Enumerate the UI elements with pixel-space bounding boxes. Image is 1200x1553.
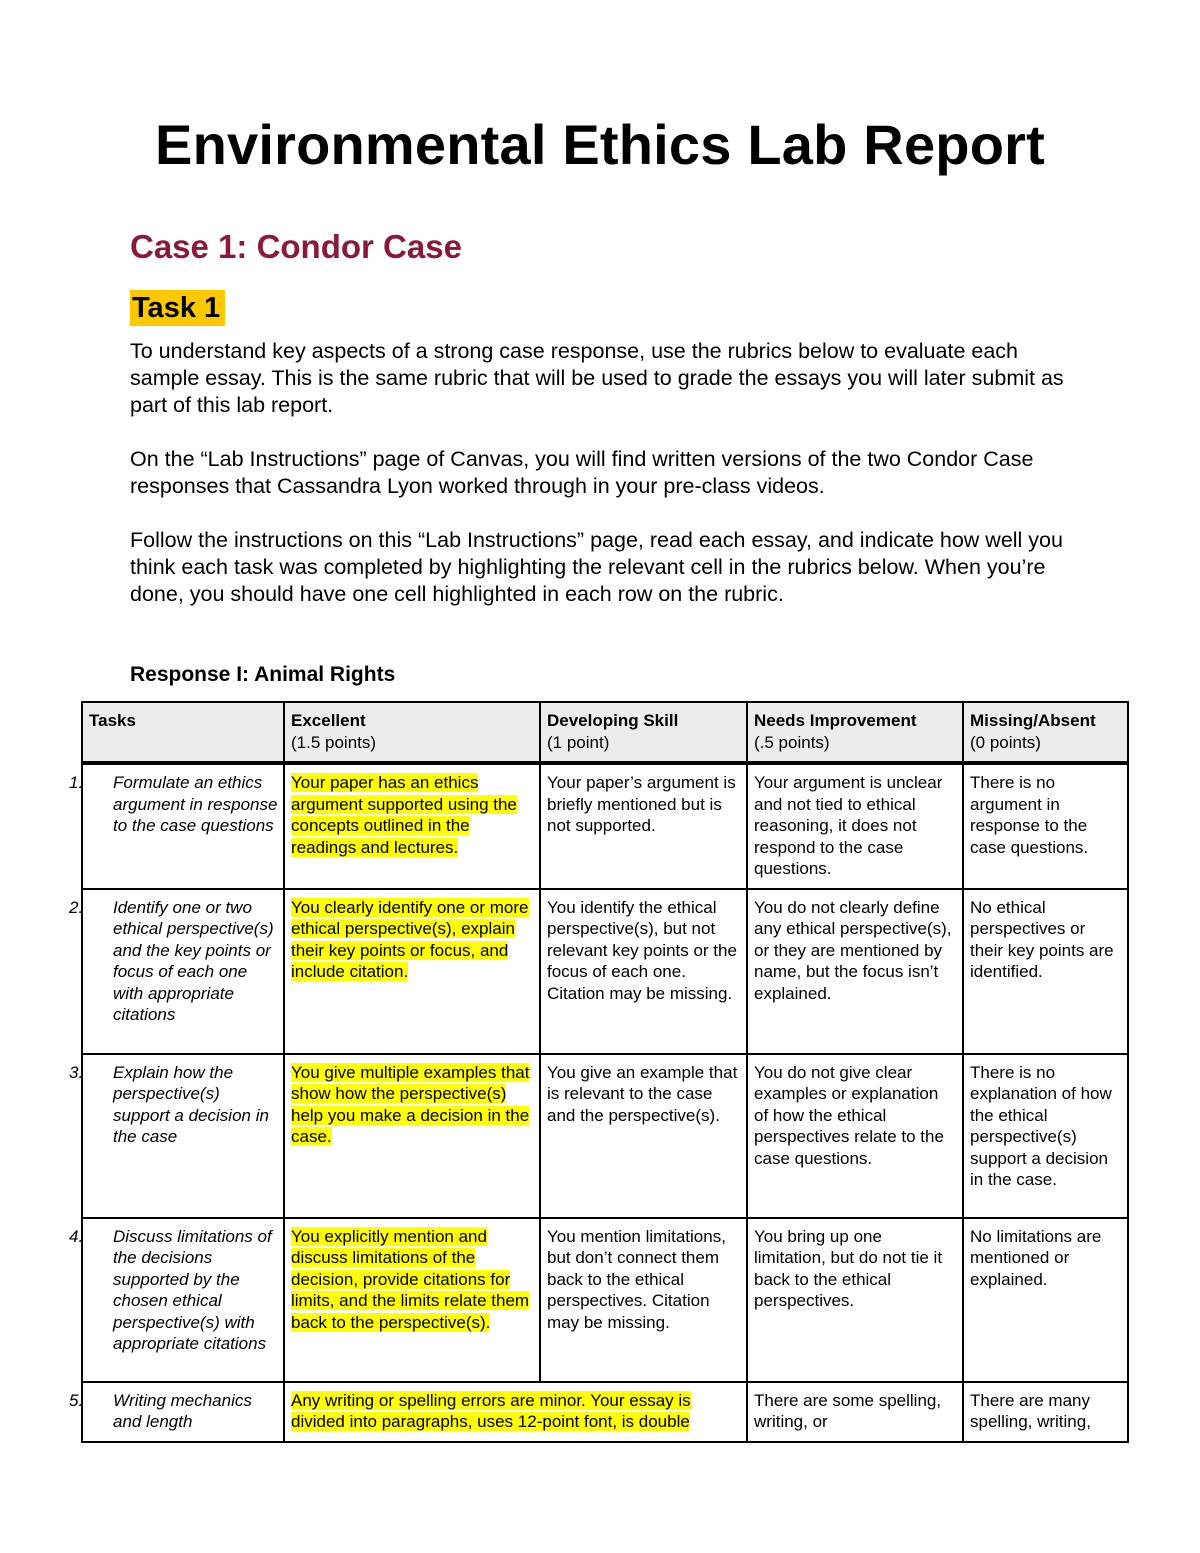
header-excellent: Excellent (1.5 points) <box>284 702 540 763</box>
intro-paragraph-3: Follow the instructions on this “Lab Instructions” page, read each essay, and indicate how well you think each task was completed by highlighting the relevant cell in the rubrics below. When you’re done, you should have one cell highlighted in each row on the rubric. <box>130 528 1063 606</box>
task-title <box>130 292 225 325</box>
needs-improvement-cell[interactable]: You do not clearly define any ethical perspective(s), or they are mentioned by name, but the focus isn’t explained. <box>747 889 963 1054</box>
missing-cell[interactable]: There are many spelling, writing, <box>963 1382 1128 1442</box>
missing-cell[interactable]: There is no argument in response to the case questions. <box>963 763 1128 889</box>
developing-cell[interactable]: You give an example that is relevant to the case and the perspective(s). <box>540 1054 747 1218</box>
developing-cell[interactable]: You mention limitations, but don’t connect them back to the ethical perspectives. Citation may be missing. <box>540 1218 747 1382</box>
header-missing: Missing/Absent (0 points) <box>963 702 1128 763</box>
table-row <box>82 1218 1128 1382</box>
developing-cell[interactable]: Your paper’s argument is briefly mentioned but is not supported. <box>540 763 747 889</box>
header-tasks: Tasks <box>82 702 284 763</box>
excellent-cell[interactable]: You clearly identify one or more ethical perspective(s), explain their key points or focus, and include citation. <box>284 889 540 1054</box>
needs-improvement-cell[interactable]: You do not give clear examples or explanation of how the ethical perspectives relate to the case questions. <box>747 1054 963 1218</box>
task-cell: 2. Identify one or two ethical perspective(s) and the key points or focus of each one with appropriate citations <box>82 889 284 1054</box>
case-title: Case 1: Condor Case <box>130 228 462 265</box>
task-cell: 1. Formulate an ethics argument in response to the case questions <box>82 763 284 889</box>
header-needs-improvement: Needs Improvement (.5 points) <box>747 702 963 763</box>
task-cell: 5. Writing mechanics and length <box>82 1382 284 1442</box>
needs-improvement-cell[interactable]: You bring up one limitation, but do not tie it back to the ethical perspectives. <box>747 1218 963 1382</box>
intro-paragraph-2: On the “Lab Instructions” page of Canvas, you will find written versions of the two Condor Case responses that Cassandra Lyon worked through in your pre-class videos. <box>130 447 1034 498</box>
excellent-cell[interactable]: You explicitly mention and discuss limitations of the decision, provide citations for limits, and the limits relate them back to the perspective(s). <box>284 1218 540 1382</box>
excellent-cell[interactable]: Your paper has an ethics argument supported using the concepts outlined in the readings and lectures. <box>284 763 540 889</box>
task-cell: 4. Discuss limitations of the decisions supported by the chosen ethical perspective(s) with appropriate citations <box>82 1218 284 1382</box>
needs-improvement-cell[interactable]: Your argument is unclear and not tied to ethical reasoning, it does not respond to the case questions. <box>747 763 963 889</box>
missing-cell[interactable]: There is no explanation of how the ethical perspective(s) support a decision in the case. <box>963 1054 1128 1218</box>
needs-improvement-cell[interactable]: There are some spelling, writing, or <box>747 1382 963 1442</box>
rubric-header-row <box>82 702 1128 763</box>
table-row <box>82 1382 1128 1442</box>
table-row <box>82 763 1128 889</box>
response-heading: Response I: Animal Rights <box>130 663 396 686</box>
excellent-cell[interactable]: Any writing or spelling errors are minor. Your essay is divided into paragraphs, uses 12-point font, is double <box>284 1382 747 1442</box>
excellent-cell[interactable]: You give multiple examples that show how the perspective(s) help you make a decision in the case. <box>284 1054 540 1218</box>
rubric-table <box>69 701 1129 1443</box>
missing-cell[interactable]: No ethical perspectives or their key points are identified. <box>963 889 1128 1054</box>
table-row <box>82 1054 1128 1218</box>
header-developing: Developing Skill (1 point) <box>540 702 747 763</box>
table-row <box>82 889 1128 1054</box>
intro-paragraph-1: To understand key aspects of a strong case response, use the rubrics below to evaluate each sample essay. This is the same rubric that will be used to grade the essays you will later submit as part of this lab report. <box>130 339 1064 417</box>
document-title: Environmental Ethics Lab Report <box>155 113 1045 176</box>
task-title-highlight: Task 1 <box>130 290 225 326</box>
task-cell: 3. Explain how the perspective(s) support a decision in the case <box>82 1054 284 1218</box>
developing-cell[interactable]: You identify the ethical perspective(s), but not relevant key points or the focus of each one. Citation may be missing. <box>540 889 747 1054</box>
missing-cell[interactable]: No limitations are mentioned or explained. <box>963 1218 1128 1382</box>
